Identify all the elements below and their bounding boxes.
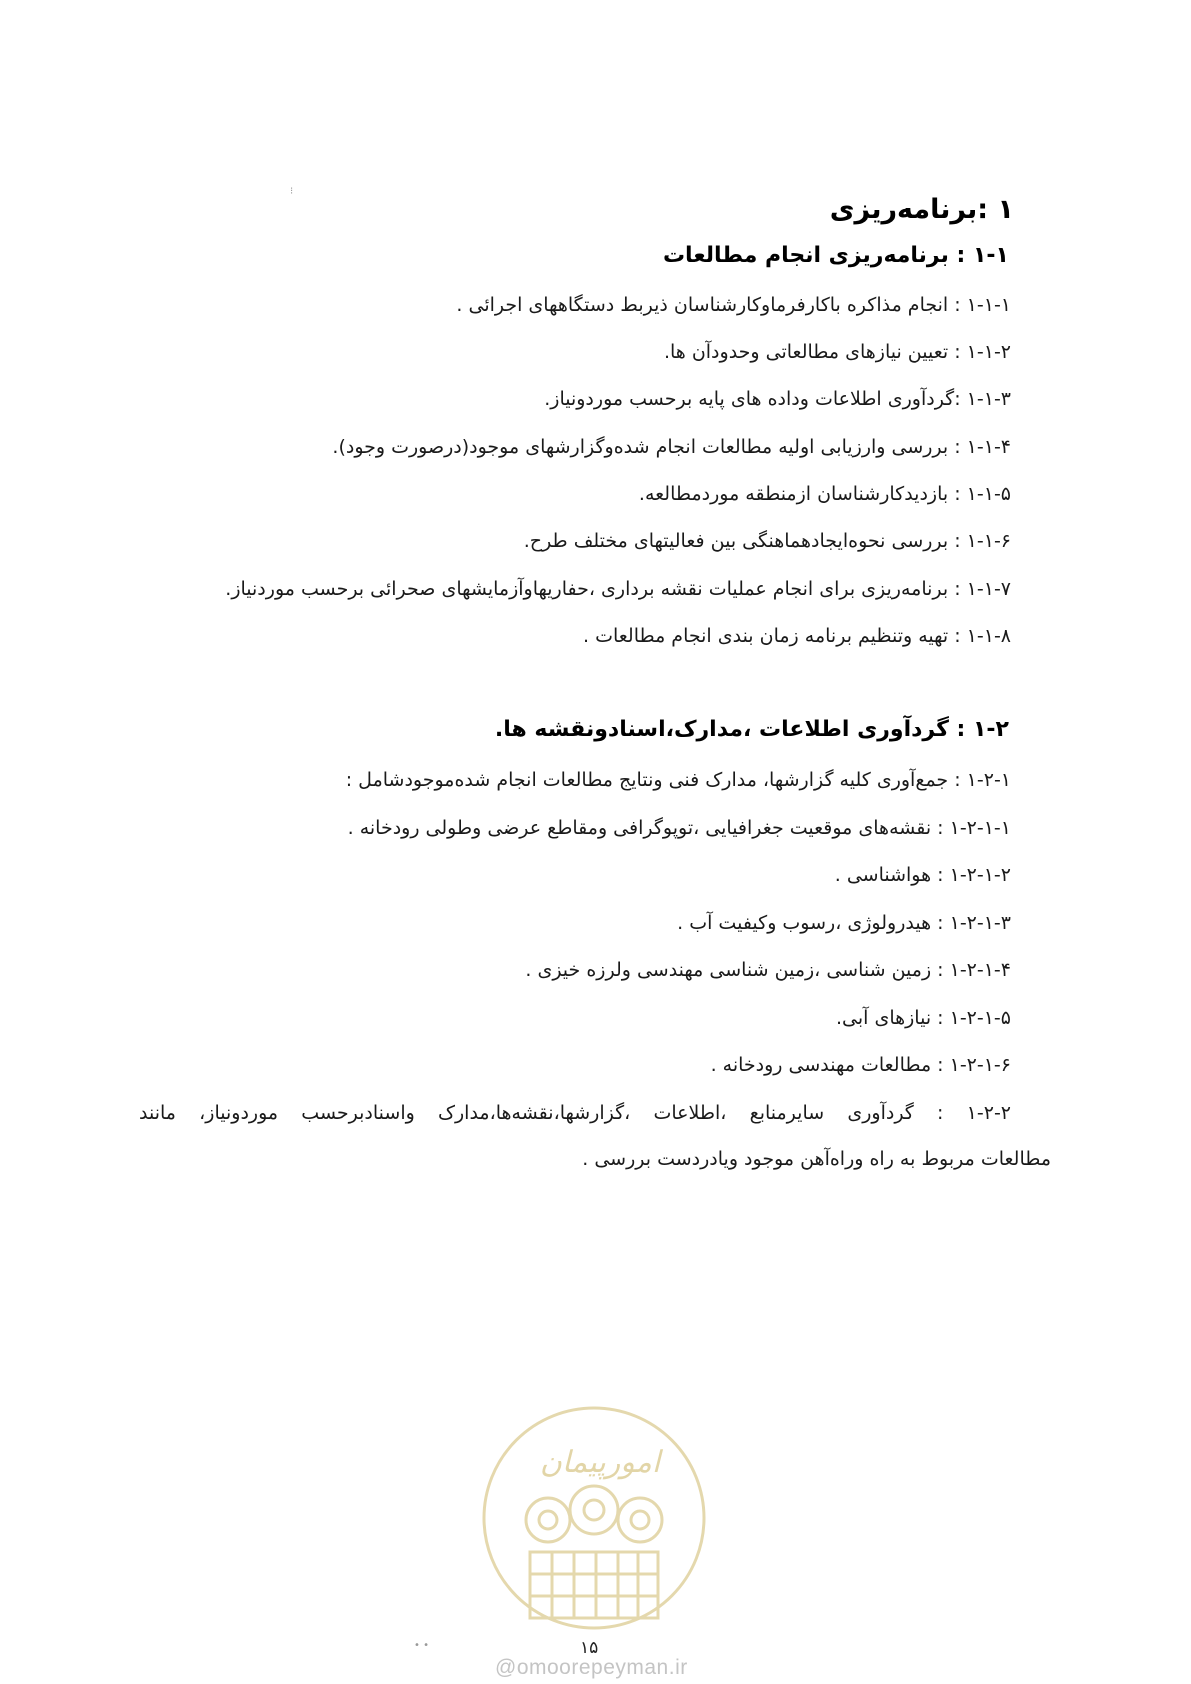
list-item: ۱-۱-۶ : بررسی نحوه‌ایجادهماهنگی بین فعالیتهای مختلف طرح.: [523, 530, 1011, 552]
list-item: ۱-۲-۱ : جمع‌آوری کلیه گزارشها، مدارک فنی ونتایج مطالعات انجام شده‌موجودشامل :: [345, 769, 1011, 791]
page-number: ۱۵: [580, 1638, 599, 1658]
list-item: ۱-۲-۱-۱ : نقشه‌های موقعیت جغرافیایی ،توپوگرافی ومقاطع عرضی وطولی رودخانه .: [347, 817, 1011, 839]
list-item: ۱-۱-۷ : برنامه‌ریزی برای انجام عملیات نقشه برداری ،حفاریهاوآزمایشهای صحرائی برحسب موردنیاز.: [225, 578, 1011, 600]
scan-speck: ⁝: [290, 186, 294, 197]
list-item: ۱-۱-۵ : بازدیدکارشناسان ازمنطقه موردمطالعه.: [638, 483, 1011, 505]
paragraph-line: مطالعات مربوط به راه وراه‌آهن موجود ویادردست بررسی .: [582, 1148, 1051, 1170]
chapter-heading: ۱ :برنامه‌ریزی: [829, 194, 1014, 225]
list-item: ۱-۲-۱-۴ : زمین شناسی ،زمین شناسی مهندسی ولرزه خیزی .: [525, 959, 1011, 981]
list-item: ۱-۲-۱-۵ : نیازهای آبی.: [835, 1007, 1011, 1029]
list-item: ۱-۲-۱-۶ : مطالعات مهندسی رودخانه .: [710, 1054, 1011, 1076]
list-item: ۱-۱-۳ :گردآوری اطلاعات وداده های پایه برحسب موردونیاز.: [544, 388, 1011, 410]
section-1-title: ۱-۱ : برنامه‌ریزی انجام مطالعات: [662, 243, 1009, 268]
paragraph-line: ۱-۲-۲ : گردآوری سایرمنابع ،اطلاعات ،گزارشها،نقشه‌ها،مدارک واسنادبرحسب موردونیاز، مانند: [139, 1102, 1011, 1124]
list-item: ۱-۱-۴ : بررسی وارزیابی اولیه مطالعات انجام شده‌وگزارشهای موجود(درصورت وجود).: [332, 436, 1011, 458]
scan-speck: • •: [414, 1640, 429, 1651]
list-item: ۱-۲-۱-۲ : هواشناسی .: [834, 864, 1011, 886]
seal-logo: [478, 1402, 710, 1634]
list-item: ۱-۱-۸ : تهیه وتنظیم برنامه زمان بندی انجام مطالعات .: [583, 625, 1011, 647]
seal-text: امورپیمان: [539, 1445, 661, 1480]
watermark-text: @omoorepeyman.ir: [495, 1656, 688, 1679]
section-2-title: ۱-۲ : گردآوری اطلاعات ،مدارک،اسنادونقشه ها.: [494, 717, 1009, 742]
list-item: ۱-۱-۱ : انجام مذاکره باکارفرماوکارشناسان ذیربط دستگاههای اجرائی .: [456, 294, 1011, 316]
list-item: ۱-۱-۲ : تعیین نیازهای مطالعاتی وحدودآن ها.: [663, 341, 1011, 363]
list-item: ۱-۲-۱-۳ : هیدرولوژی ،رسوب وکیفیت آب .: [677, 912, 1011, 934]
